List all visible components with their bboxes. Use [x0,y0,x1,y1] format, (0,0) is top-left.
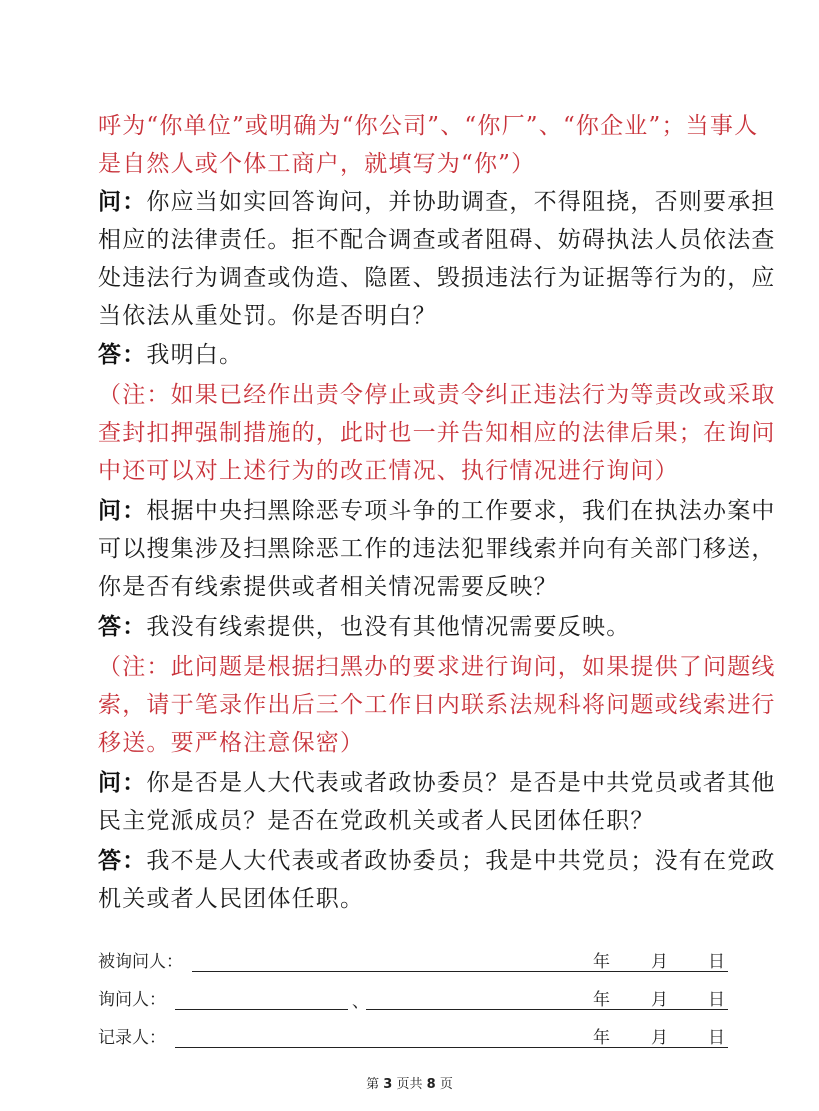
interviewee-label: 被询问人： [98,952,183,972]
interviewer-1-signature-line[interactable] [175,1009,348,1010]
question-label: 问： [98,189,147,215]
answer-line: 答：我没有线索提供，也没有其他情况需要反映。 [98,614,631,640]
month-label: 月 [651,990,668,1010]
note-line: 查封扣押强制措施的，此时也一并告知相应的法律后果；在询问 [98,420,776,446]
footer-suffix: 页 [439,1077,453,1092]
text-line: 机关或者人民团体任职。 [98,886,365,912]
text-line: 处违法行为调查或伪造、隐匿、毁损违法行为证据等行为的，应 [98,265,776,291]
question-line: 问：你应当如实回答询问，并协助调查，不得阻挠，否则要承担 [98,189,776,215]
footer-prefix: 第 [366,1077,380,1092]
day-label: 日 [708,990,725,1010]
month-label: 月 [651,1028,668,1048]
text-line: 你是否有线索提供或者相关情况需要反映？ [98,574,558,600]
text-line: 当依法从重处罚。你是否明白？ [98,303,437,329]
recorder-label: 记录人： [98,1028,166,1048]
interviewer-label: 询问人： [98,990,166,1010]
page-total: 8 [426,1077,436,1092]
answer-label: 答： [98,848,147,874]
answer-label: 答： [98,614,147,640]
signature-interviewee [98,946,728,976]
answer-label: 答： [98,342,147,368]
answer-line: 答：我明白。 [98,342,244,368]
separator: 、 [352,992,369,1012]
interviewee-signature-line[interactable] [192,971,728,972]
year-label: 年 [593,990,610,1010]
text-line: 可以搜集涉及扫黑除恶工作的违法犯罪线索并向有关部门移送， [98,536,776,562]
note-line: 呼为“你单位”或明确为“你公司”、“你厂”、“你企业”；当事人 [98,113,759,139]
month-label: 月 [651,952,668,972]
note-line: 中还可以对上述行为的改正情况、执行情况进行询问） [98,458,679,484]
footer-middle: 页共 [396,1077,423,1092]
signature-interviewer [98,984,728,1014]
text-line: 民主党派成员？是否在党政机关或者人民团体任职？ [98,808,655,834]
page-number: 3 [383,1077,393,1092]
text-line: 相应的法律责任。拒不配合调查或者阻碍、妨碍执法人员依法查 [98,227,776,253]
recorder-signature-line[interactable] [175,1047,728,1048]
note-line: （注：此问题是根据扫黑办的要求进行询问，如果提供了问题线 [98,654,776,680]
page-footer [0,1073,819,1092]
note-line: （注：如果已经作出责令停止或责令纠正违法行为等责改或采取 [98,382,776,408]
day-label: 日 [708,952,725,972]
interviewer-2-signature-line[interactable] [366,1009,728,1010]
question-label: 问： [98,770,147,796]
year-label: 年 [593,952,610,972]
note-line: 索，请于笔录作出后三个工作日内联系法规科将问题或线索进行 [98,692,776,718]
signature-recorder [98,1022,728,1052]
question-line: 问：你是否是人大代表或者政协委员？是否是中共党员或者其他 [98,770,776,796]
year-label: 年 [593,1028,610,1048]
question-line: 问：根据中央扫黑除恶专项斗争的工作要求，我们在执法办案中 [98,498,776,524]
day-label: 日 [708,1028,725,1048]
note-line: 是自然人或个体工商户，就填写为“你”） [98,151,536,177]
question-label: 问： [98,498,147,524]
answer-line: 答：我不是人大代表或者政协委员；我是中共党员；没有在党政 [98,848,776,874]
note-line: 移送。要严格注意保密） [98,730,365,756]
